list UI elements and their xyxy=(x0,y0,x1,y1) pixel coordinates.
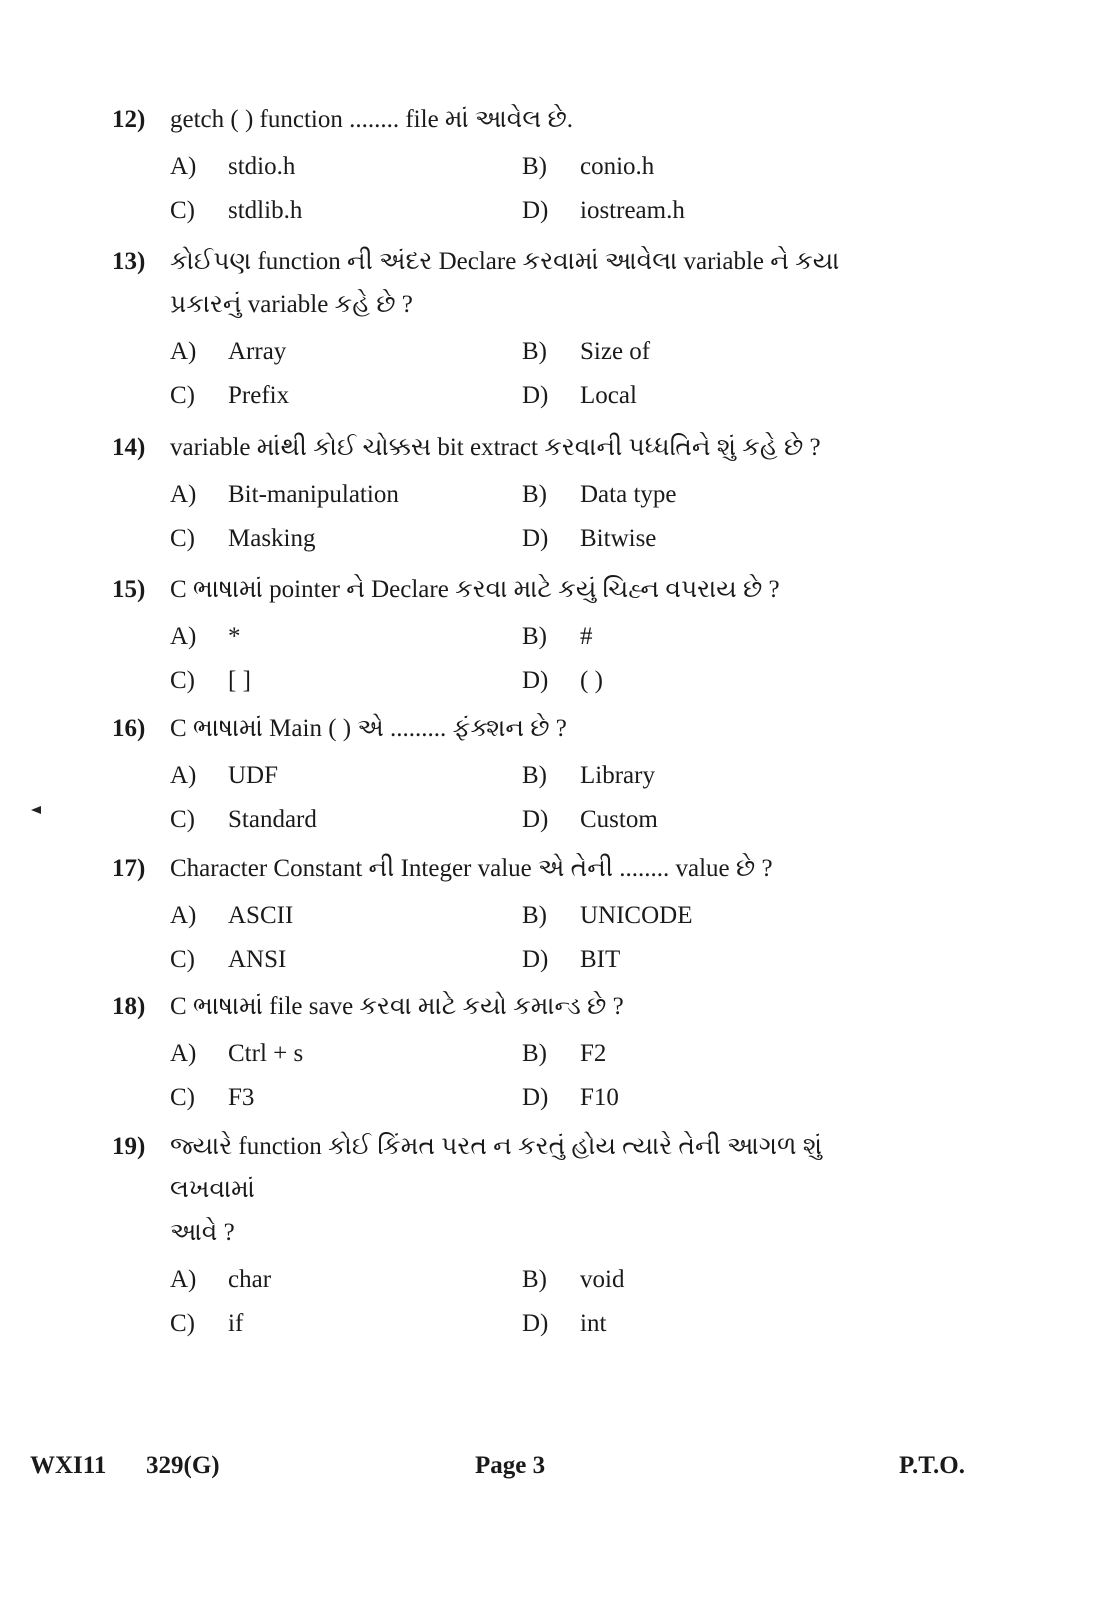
option-b: B) # xyxy=(522,623,593,650)
question-text: variable માંથી કોઈ ચોક્કસ bit extract કરવાની પધ્ધતિને શું કહે છે ? xyxy=(170,434,821,461)
option-c: C) Masking xyxy=(170,525,316,552)
option-b: B) conio.h xyxy=(522,153,655,180)
question-16 xyxy=(112,707,872,842)
question-13 xyxy=(112,240,872,418)
option-d: D) int xyxy=(522,1310,607,1337)
option-c: C) if xyxy=(170,1310,244,1337)
question-text: C ભાષામાં file save કરવા માટે કયો કમાન્ડ છે ? xyxy=(170,993,624,1020)
option-d: D) F10 xyxy=(522,1084,619,1111)
option-list xyxy=(170,754,872,842)
option-d: D) ( ) xyxy=(522,667,603,694)
question-number: 19) xyxy=(112,1133,146,1160)
question-12 xyxy=(112,98,872,233)
question-text: Character Constant ની Integer value એ તેની ........ value છે ? xyxy=(170,855,773,882)
question-number: 16) xyxy=(112,715,146,742)
question-text: કોઈપણ function ની અંદર Declare કરવામાં આવેલા variable ને કયા પ્રકારનું variable કહે છે ? xyxy=(170,248,840,318)
footer-page-number: Page 3 xyxy=(475,1452,546,1479)
question-17 xyxy=(112,847,872,982)
question-15 xyxy=(112,568,872,703)
option-a: A) * xyxy=(170,623,241,650)
question-19 xyxy=(112,1125,872,1346)
question-number: 13) xyxy=(112,248,146,275)
option-d: D) BIT xyxy=(522,946,621,973)
option-a: A) Array xyxy=(170,338,287,365)
option-a: A) stdio.h xyxy=(170,153,296,180)
footer-pto: P.T.O. xyxy=(899,1452,965,1479)
option-b: B) Library xyxy=(522,762,655,789)
option-a: A) ASCII xyxy=(170,902,294,929)
option-b: B) void xyxy=(522,1266,625,1293)
question-text: getch ( ) function ........ file માં આવેલ છે. xyxy=(170,106,574,133)
scan-mark xyxy=(31,806,41,814)
question-number: 15) xyxy=(112,576,146,603)
question-number: 17) xyxy=(112,855,146,882)
option-d: D) iostream.h xyxy=(522,197,685,224)
option-c: C) Standard xyxy=(170,806,317,833)
option-c: C) [ ] xyxy=(170,667,251,694)
option-list xyxy=(170,615,872,703)
option-c: C) F3 xyxy=(170,1084,255,1111)
option-d: D) Custom xyxy=(522,806,658,833)
question-text: C ભાષામાં Main ( ) એ ......... ફંક્શન છે ? xyxy=(170,715,567,742)
question-number: 14) xyxy=(112,434,146,461)
question-number: 18) xyxy=(112,993,146,1020)
option-d: D) Local xyxy=(522,382,637,409)
question-number: 12) xyxy=(112,106,146,133)
option-a: A) Bit-manipulation xyxy=(170,481,399,508)
footer-exam-code: WXI11 xyxy=(30,1452,107,1479)
question-text: C ભાષામાં pointer ને Declare કરવા માટે કયું ચિહ્ન વપરાય છે ? xyxy=(170,576,780,603)
option-d: D) Bitwise xyxy=(522,525,657,552)
option-c: C) Prefix xyxy=(170,382,290,409)
option-a: A) Ctrl + s xyxy=(170,1040,304,1067)
option-list xyxy=(170,330,872,418)
option-c: C) stdlib.h xyxy=(170,197,303,224)
option-b: B) Data type xyxy=(522,481,677,508)
option-list xyxy=(170,1032,872,1120)
option-a: A) char xyxy=(170,1266,272,1293)
option-list xyxy=(170,1258,872,1346)
option-b: B) F2 xyxy=(522,1040,607,1067)
footer-paper-code: 329(G) xyxy=(146,1452,220,1479)
option-b: B) Size of xyxy=(522,338,651,365)
option-b: B) UNICODE xyxy=(522,902,693,929)
option-c: C) ANSI xyxy=(170,946,287,973)
option-list xyxy=(170,145,872,233)
question-14 xyxy=(112,426,872,561)
option-a: A) UDF xyxy=(170,762,279,789)
question-text: જ્યારે function કોઈ કિંમત પરત ન કરતું હોય ત્યારે તેની આગળ શું લખવામાં આવે ? xyxy=(170,1133,823,1246)
option-list xyxy=(170,894,872,982)
question-18 xyxy=(112,985,872,1120)
option-list xyxy=(170,473,872,561)
